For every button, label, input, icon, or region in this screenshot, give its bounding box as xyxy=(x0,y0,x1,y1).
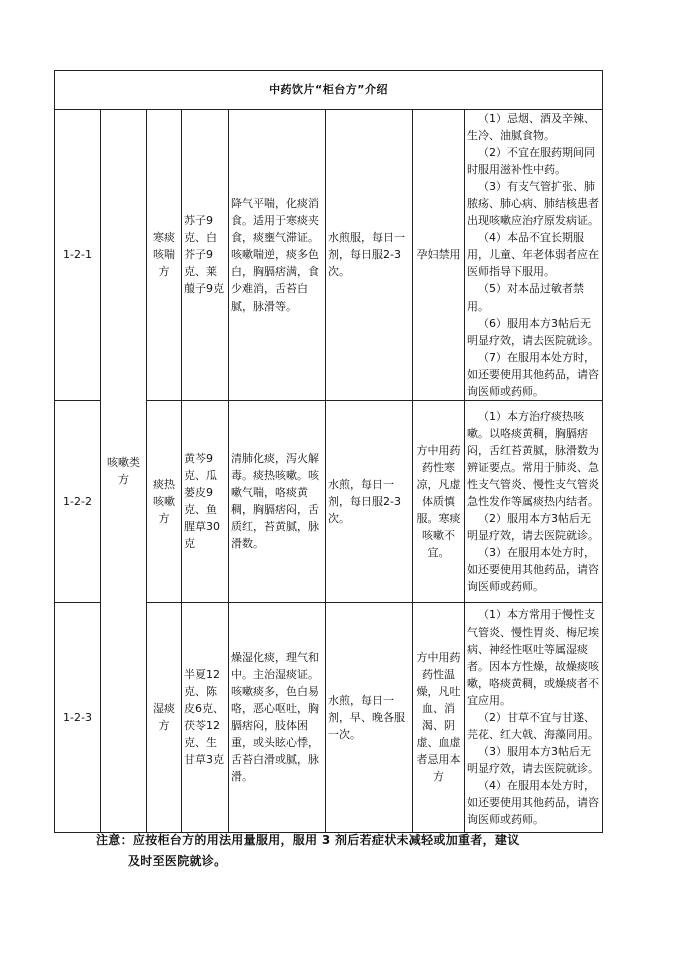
note-line: （3）在服用本处方时，如还要使用其他药品，请咨询医师或药师。 xyxy=(467,545,599,593)
category-label: 咳嗽类方 xyxy=(101,110,147,833)
note-line: （3）服用本方3帖后无明显疗效，请去医院就诊。 xyxy=(467,744,599,775)
formula-table xyxy=(54,70,603,833)
formula-usage: 水煎，每日一剂，早、晚各服一次。 xyxy=(326,602,413,832)
footnote xyxy=(96,830,586,872)
table-row xyxy=(55,110,603,401)
formula-herbs: 苏子9克、白芥子9克、莱菔子9克 xyxy=(182,110,229,401)
formula-notes xyxy=(465,602,603,832)
note-line: （6）服用本方3帖后无明显疗效，请去医院就诊。 xyxy=(467,316,599,347)
formula-code: 1-2-3 xyxy=(55,602,101,832)
formula-code: 1-2-2 xyxy=(55,400,101,602)
note-line: （3）有支气管扩张、肺脓疡、肺心病、肺结核患者出现咳嗽应治疗原发病证。 xyxy=(467,180,599,228)
note-line: （5）对本品过敏者禁用。 xyxy=(467,282,584,313)
footnote-line: 注意：应按柜台方的用法用量服用，服用 3 剂后若症状未减轻或加重者，建议 xyxy=(96,833,520,847)
note-line: （4）在服用本处方时，如还要使用其他药品，请咨询医师或药师。 xyxy=(467,778,599,827)
formula-usage: 水煎服，每日一剂，每日服2-3次。 xyxy=(326,110,413,401)
footnote-line: 及时至医院就诊。 xyxy=(128,854,227,868)
formula-notes xyxy=(465,400,603,602)
note-line: （4）本品不宜长期服用，儿童、年老体弱者应在医师指导下服用。 xyxy=(467,231,599,279)
formula-function: 清肺化痰，泻火解毒。痰热咳嗽。咳嗽气喘，咯痰黄稠，胸膈痞闷，舌质红，苔黄腻，脉滑数。 xyxy=(229,400,326,602)
formula-herbs: 黄芩9克、瓜蒌皮9克、鱼腥草30克 xyxy=(182,400,229,602)
formula-name: 湿痰方 xyxy=(147,602,182,832)
note-line: （1）忌烟、酒及辛辣、生冷、油腻食物。 xyxy=(467,112,595,143)
formula-notes xyxy=(465,110,603,401)
formula-contraindication: 方中用药药性寒凉，凡虚体质慎服。寒痰咳嗽不宜。 xyxy=(413,400,465,602)
note-line: （2）服用本方3帖后无明显疗效，请去医院就诊。 xyxy=(467,511,599,542)
formula-name: 痰热咳嗽方 xyxy=(147,400,182,602)
note-line: （7）在服用本处方时，如还要使用其他药品，请咨询医师或药师。 xyxy=(467,350,599,398)
note-line: （1）本方治疗痰热咳嗽。以咯痰黄稠，胸膈痞闷，舌红苔黄腻，脉滑数为辨证要点。常用于肺炎、急性支气管炎、慢性支气管炎急性发作等属痰热内结者。 xyxy=(467,409,599,508)
formula-herbs: 半夏12克、陈皮6克、茯苓12克、生甘草3克 xyxy=(182,602,229,832)
note-line: （2）不宜在服药期间同时服用滋补性中药。 xyxy=(467,146,595,177)
formula-code: 1-2-1 xyxy=(55,110,101,401)
formula-usage: 水煎，每日一剂，每日服2-3次。 xyxy=(326,400,413,602)
formula-name: 寒痰咳喘方 xyxy=(147,110,182,401)
formula-function: 降气平喘，化痰消食。适用于寒痰夹食，痰壅气滞证。咳嗽喘逆，痰多色白，胸膈痞满，食少难消，舌苔白腻，脉滑等。 xyxy=(229,110,326,401)
document-title: 中药饮片“柜台方”介绍 xyxy=(55,71,603,110)
formula-contraindication: 孕妇禁用 xyxy=(413,110,465,401)
formula-function: 燥湿化痰，理气和中。主治湿痰证。咳嗽痰多，色白易咯，恶心呕吐，胸膈痞闷，肢体困重，或头眩心悸，舌苔白滑或腻，脉滑。 xyxy=(229,602,326,832)
note-line: （1）本方常用于慢性支气管炎、慢性胃炎、梅尼埃病、神经性呕吐等属湿痰者。因本方性燥，故燥痰咳嗽，咯痰黄稠，或燥痰者不宜应用。 xyxy=(467,608,599,707)
formula-contraindication: 方中用药药性温燥，凡吐血、消渴、阴虚、血虚者忌用本方 xyxy=(413,602,465,832)
note-line: （2）甘草不宜与甘遂、芫花、红大戟、海藻同用。 xyxy=(467,710,599,741)
